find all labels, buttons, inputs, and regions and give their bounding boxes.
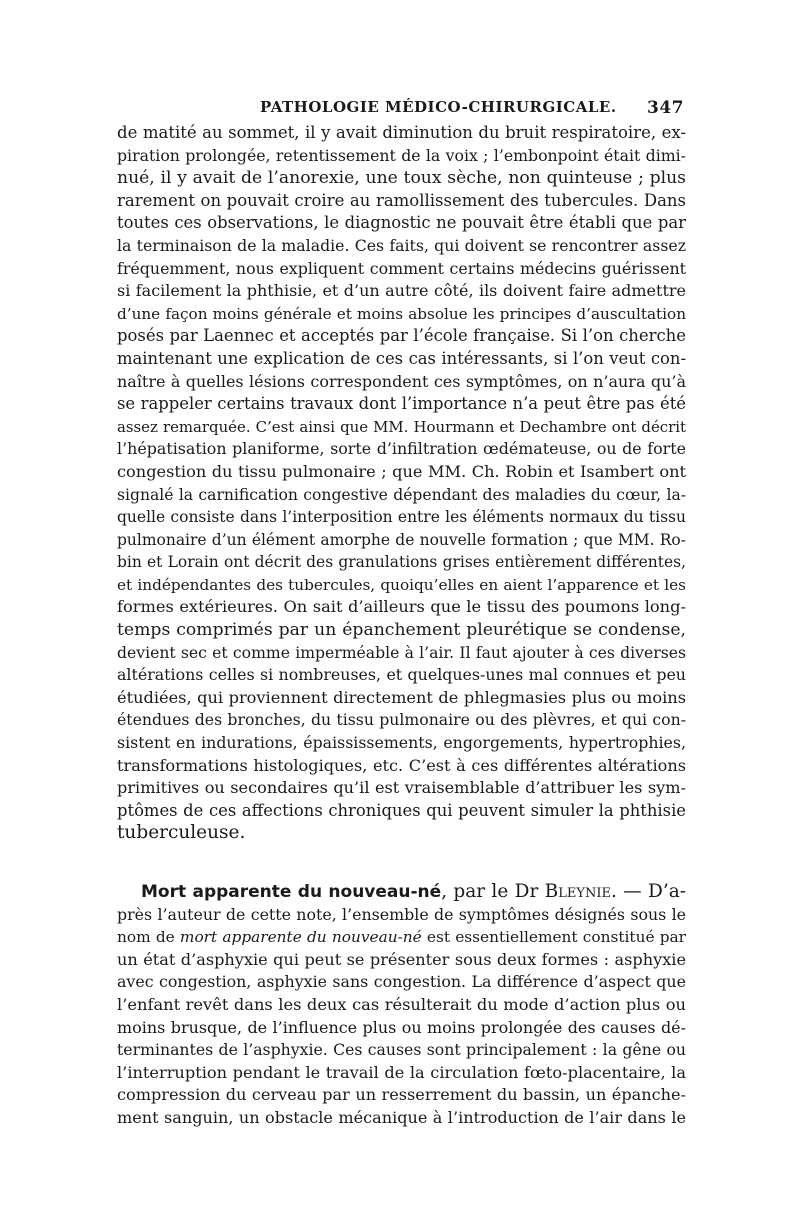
text-line: ptômes de ces affections chroniques qui peuvent simuler la phthisie xyxy=(117,800,686,820)
text-line: signalé la carnification congestive dépendant des maladies du cœur, la- xyxy=(117,485,686,504)
text-line: posés par Laennec et acceptés par l’école française. Si l’on cherche xyxy=(117,326,686,346)
text-line: altérations celles si nombreuses, et quelques-unes mal connues et peu xyxy=(117,665,686,685)
text-line: toutes ces observations, le diagnostic ne pouvait être établi que par xyxy=(117,213,686,233)
text-line: piration prolongée, retentissement de la voix ; l’embonpoint était dimi- xyxy=(117,145,686,165)
text-line: fréquemment, nous expliquent comment certains médecins guérissent xyxy=(117,258,686,278)
text-fragment: est essentiellement constitué par xyxy=(421,928,686,947)
text-line: avec congestion, asphyxie sans congestion. La différence d’aspect que xyxy=(117,972,686,992)
text-line: tuberculeuse. xyxy=(117,822,246,844)
section-gap xyxy=(117,845,686,881)
text-line: maintenant une explication de ces cas intéressants, si l’on veut con- xyxy=(117,348,686,368)
text-line: moins brusque, de l’influence plus ou moins prolongée des causes dé- xyxy=(117,1017,686,1037)
text-line: se rappeler certains travaux dont l’importance n’a peut être pas été xyxy=(117,394,686,414)
running-title: PATHOLOGIE MÉDICO-CHIRURGICALE. xyxy=(260,98,617,116)
text-line: un état d’asphyxie qui peut se présenter sous deux formes : asphyxie xyxy=(117,949,686,969)
text-line: de matité au sommet, il y avait diminution du bruit respiratoire, ex- xyxy=(117,123,686,142)
text-line: formes extérieures. On sait d’ailleurs que le tissu des poumons long- xyxy=(117,597,686,617)
text-line: transformations histologiques, etc. C’est à ces différentes altérations xyxy=(117,755,686,775)
text-line: l’enfant revêt dans les deux cas résulterait du mode d’action plus ou xyxy=(117,994,686,1014)
text-line: rarement on pouvait croire au ramollissement des tubercules. Dans xyxy=(117,190,686,210)
text-line: naître à quelles lésions correspondent ces symptômes, on n’aura qu’à xyxy=(117,371,686,391)
text-line: nué, il y avait de l’anorexie, une toux sèche, non quinteuse ; plus xyxy=(117,168,686,189)
section-first-line xyxy=(117,881,686,904)
text-line: ment sanguin, un obstacle mécanique à l’introduction de l’air dans le xyxy=(117,1107,686,1127)
text-line: devient sec et comme imperméable à l’air. Il faut ajouter à ces diverses xyxy=(117,642,686,662)
author-suffix: . — D’a- xyxy=(610,881,686,902)
text-fragment: nom de xyxy=(117,928,180,947)
section-heading: Mort apparente du nouveau-né xyxy=(141,882,442,902)
text-line: compression du cerveau par un resserrement du bassin, un épanche- xyxy=(117,1085,686,1105)
author-name: Bleynie xyxy=(544,881,611,902)
section-mort-apparente xyxy=(117,881,686,1130)
text-line: bin et Lorain ont décrit des granulations grises entièrement différentes, xyxy=(117,553,686,572)
text-line: d’une façon moins générale et moins absolue les principes d’auscultation xyxy=(117,304,686,323)
text-line: et indépendantes des tubercules, quoiqu’elles en aient l’apparence et les xyxy=(117,575,686,594)
text-line: près l’auteur de cette note, l’ensemble de symptômes désignés sous le xyxy=(117,904,686,924)
book-page xyxy=(117,98,686,1130)
page-number: 347 xyxy=(647,98,684,118)
italic-term: mort apparente du nouveau-né xyxy=(179,928,422,947)
text-line: quelle consiste dans l’interposition entre les éléments normaux du tissu xyxy=(117,508,686,527)
body-text xyxy=(117,122,686,1130)
text-line-with-italic xyxy=(117,926,686,949)
text-line: pulmonaire d’un élément amorphe de nouvelle formation ; que MM. Ro- xyxy=(117,530,686,549)
section-body-lines xyxy=(117,949,686,1130)
author-prefix: , par le Dr xyxy=(441,881,545,902)
running-head xyxy=(117,98,686,122)
text-line: si facilement la phthisie, et d’un autre côté, ils doivent faire admettre xyxy=(117,281,686,301)
text-line: primitives ou secondaires qu’il est vraisemblable d’attribuer les sym- xyxy=(117,778,686,798)
text-line: la terminaison de la maladie. Ces faits, qui doivent se rencontrer assez xyxy=(117,235,686,255)
text-line: l’interruption pendant le travail de la circulation fœto-placentaire, la xyxy=(117,1062,686,1082)
text-line: congestion du tissu pulmonaire ; que MM. Ch. Robin et Isambert ont xyxy=(117,461,686,481)
text-line: assez remarquée. C’est ainsi que MM. Hourmann et Dechambre ont décrit xyxy=(117,417,686,436)
text-line: temps comprimés par un épanchement pleurétique se condense, xyxy=(117,620,686,641)
text-line: étendues des bronches, du tissu pulmonaire ou des plèvres, et qui con- xyxy=(117,710,686,730)
text-line: étudiées, qui proviennent directement de phlegmasies plus ou moins xyxy=(117,687,686,707)
paragraph-continued xyxy=(117,122,686,845)
text-line: sistent en indurations, épaississements, engorgements, hypertrophies, xyxy=(117,733,686,753)
text-line: l’hépatisation planiforme, sorte d’infiltration œdémateuse, ou de forte xyxy=(117,439,686,459)
text-line: terminantes de l’asphyxie. Ces causes sont principalement : la gêne ou xyxy=(117,1040,686,1060)
